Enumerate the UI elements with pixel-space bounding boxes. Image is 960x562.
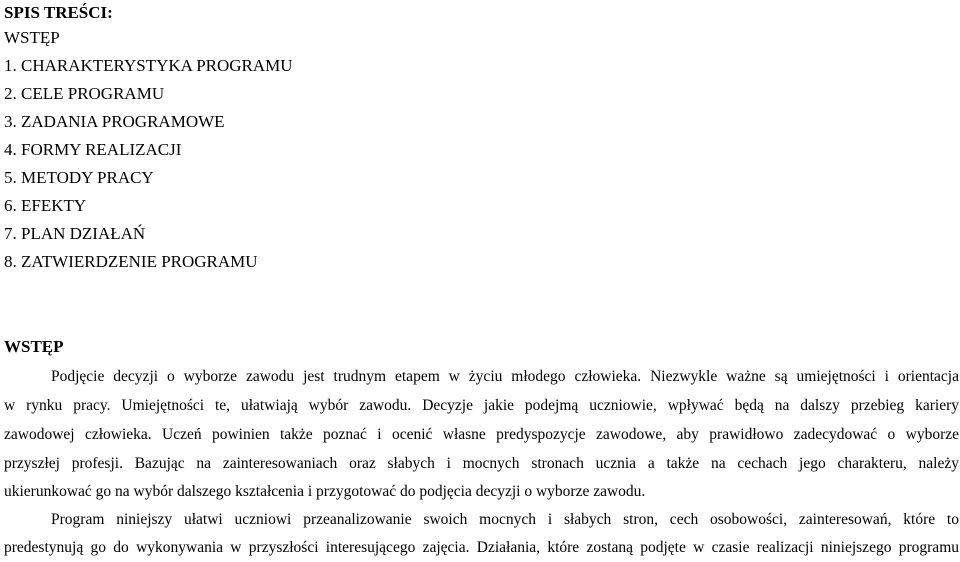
toc-heading: SPIS TREŚCI:	[4, 3, 113, 22]
paragraph-line: przyszłej profesji. Bazując na zainteresowaniach oraz słabych i mocnych stronach ucznia a także na cechach jego charakteru, należy	[4, 455, 959, 472]
toc-item: 5. METODY PRACY	[4, 168, 154, 187]
toc-item: WSTĘP	[4, 28, 60, 47]
paragraph-line: w rynku pracy. Umiejętności te, ułatwiają wybór zawodu. Decyzje jakie podejmą uczniowie, wpływać będą na dalszy przebieg kariery	[4, 397, 959, 414]
section-heading-intro: WSTĘP	[4, 337, 64, 356]
toc-item: 6. EFEKTY	[4, 196, 87, 215]
paragraph-line: Podjęcie decyzji o wyborze zawodu jest trudnym etapem w życiu młodego człowieka. Niezwykle ważne są umiejętności i orientacja	[51, 368, 959, 385]
paragraph-line: ukierunkować go na wybór dalszego kształcenia i przygotować do podjęcia decyzji o wyborze zawodu.	[4, 483, 646, 500]
toc-item: 8. ZATWIERDZENIE PROGRAMU	[4, 252, 258, 271]
toc-item: 2. CELE PROGRAMU	[4, 84, 165, 103]
toc-item: 7. PLAN DZIAŁAŃ	[4, 224, 146, 243]
toc-item: 3. ZADANIA PROGRAMOWE	[4, 112, 225, 131]
toc-item: 4. FORMY REALIZACJI	[4, 140, 182, 159]
paragraph-line: Program niniejszy ułatwi uczniowi przeanalizowanie swoich mocnych i słabych stron, cech osobowości, zainteresowań, które to	[51, 511, 959, 528]
toc-item: 1. CHARAKTERYSTYKA PROGRAMU	[4, 56, 293, 75]
paragraph-line: zawodowej człowieka. Uczeń powinien także poznać i ocenić własne predyspozycje zawodowe, aby prawidłowo zadecydować o wyborze	[4, 426, 959, 443]
paragraph-line: predestynują go do wykonywania w przyszłości interesującego zajęcia. Działania, które zostaną podjęte w czasie realizacji niniejszego programu	[4, 539, 959, 556]
